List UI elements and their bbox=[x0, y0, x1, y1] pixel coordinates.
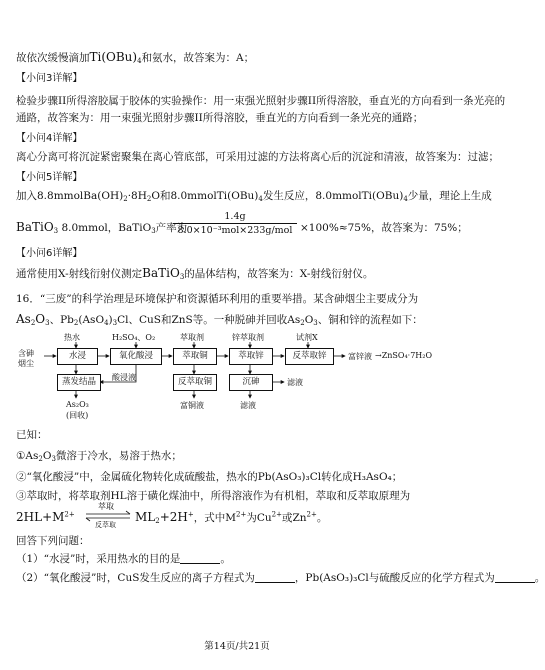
text-line-1: 故依次缓慢滴加$Ti(OBu)_4$和氨水，故答案为：A； bbox=[16, 50, 255, 65]
fraction-numerator: 1.4g bbox=[173, 211, 297, 224]
label-reagent-x: 试剂X bbox=[296, 333, 318, 342]
q3-line-1: 检验步骤II所得溶胶属于胶体的实验操作：用一束强光照射步骤II所得溶胶，垂直光的方向看到一条光亮的 bbox=[16, 95, 506, 107]
label-smoke-2: 烟尘 bbox=[18, 359, 34, 368]
label-extractant: 萃取剂 bbox=[180, 333, 204, 342]
label-acid-leach-liquid: 酸浸液 bbox=[112, 373, 136, 382]
answer-heading: 回答下列问题： bbox=[16, 535, 90, 547]
node-precip-as: 沉砷 bbox=[229, 374, 273, 391]
label-filtrate-2: 滤液 bbox=[240, 401, 256, 410]
known-1: $①As_2O_3$微溶于冷水，易溶于热水； bbox=[16, 450, 182, 463]
label-smoke-1: 含砷 bbox=[18, 349, 34, 358]
equation-right: $ML_2+2H^+$，式中$M^{2+}$为$Cu^{2+}$或$Zn^{2+}$。 bbox=[135, 510, 328, 525]
question-1: （1）“水浸”时，采用热水的目的是 。 bbox=[16, 553, 231, 565]
q5-line-2-tail: ×100%≈75%，故答案为：75%； bbox=[300, 222, 468, 234]
node-back-extract-cu: 反萃取铜 bbox=[173, 374, 217, 391]
node-extract-cu: 萃取铜 bbox=[173, 348, 217, 365]
equation-back-label: 反萃取 bbox=[95, 521, 116, 529]
label-recover: (回收) bbox=[66, 411, 89, 420]
q5-line-1: 加入$8.8mmolBa(OH)_2\cdot 8H_2O$和$8.0mmolTi(OBu)_4$发生反应，$8.0mmolTi(OBu)_4$少量，理论上生成 bbox=[16, 190, 492, 203]
equation-forward-label: 萃取 bbox=[98, 502, 114, 511]
label-rich-cu: 富铜液 bbox=[180, 401, 204, 410]
node-water-leach: 水浸 bbox=[57, 348, 98, 365]
q16-line-2: $As_2O_3$、$Pb_2(AsO_4)_3Cl$、CuS和ZnS等。一种脱砷并回收$As_2O_3$、铜和锌的流程如下： bbox=[16, 312, 423, 327]
page-footer: 第14页/共21页 bbox=[204, 641, 270, 652]
label-znso4-product: →ZnSO₄·7H₂O bbox=[375, 351, 433, 360]
equation-left: $2HL+M^{2+}$ bbox=[16, 510, 75, 524]
fraction-denominator: 8.0×10⁻³mol×233g/mol bbox=[177, 225, 293, 236]
node-oxid-leach: 氧化酸浸 bbox=[110, 348, 162, 365]
node-extract-zn: 萃取锌 bbox=[229, 348, 273, 365]
label-filtrate-1: 滤液 bbox=[287, 378, 303, 387]
node-evaporate: 蒸发结晶 bbox=[57, 374, 101, 391]
q4-line-1: 离心分离可将沉淀紧密聚集在离心管底部，可采用过滤的方法将离心后的沉淀和清液，故答案为：过滤； bbox=[16, 151, 499, 163]
known-3: ③萃取时，将萃取剂HL溶于磺化煤油中，所得溶液作为有机相，萃取和反萃取原理为 bbox=[16, 490, 411, 502]
answer-blank-2[interactable] bbox=[255, 572, 295, 583]
known-heading: 已知： bbox=[16, 429, 48, 441]
q3-line-2: 通路，故答案为：用一束强光照射步骤II所得溶胶，垂直光的方向看到一条光亮的通路； bbox=[16, 112, 424, 124]
label-zinc-extractant: 锌萃取剂 bbox=[232, 333, 264, 342]
q16-line-1: 16．“三废”的科学治理是环境保护和资源循环利用的重要举措。某含砷烟尘主要成分为 bbox=[16, 293, 419, 305]
label-rich-zn: 富锌液 bbox=[348, 352, 372, 361]
section-q5-heading: 【小问5详解】 bbox=[16, 172, 83, 183]
known-2: ②“氧化酸浸”中，金属硫化物转化成硫酸盐，热水的Pb(AsO₃)₃Cl转化成H₃AsO₄； bbox=[16, 471, 403, 483]
node-back-extract-zn: 反萃取锌 bbox=[285, 348, 334, 365]
q6-line-1: 通常使用X-射线衍射仪测定BaTiO$_3$的晶体结构，故答案为：X-射线衍射仪。 bbox=[16, 266, 374, 281]
section-q4-heading: 【小问4详解】 bbox=[16, 133, 83, 144]
answer-blank-1[interactable] bbox=[180, 553, 220, 564]
label-hot-water: 热水 bbox=[64, 333, 80, 342]
q5-line-2: BaTiO$_3$ 8.0mmol，BaTiO$_3$产率为 bbox=[16, 220, 188, 235]
section-q3-heading: 【小问3详解】 bbox=[16, 73, 83, 84]
answer-blank-3[interactable] bbox=[495, 572, 535, 583]
section-q6-heading: 【小问6详解】 bbox=[16, 248, 83, 259]
question-2: （2）“氧化酸浸”时，CuS发生反应的离子方程式为 ，Pb(AsO₃)₃Cl与硫酸反应的化学方程式为 。 bbox=[16, 572, 545, 584]
label-as2o3: As₂O₃ bbox=[66, 400, 89, 409]
label-h2so4-o2: H₂SO₄、O₂ bbox=[112, 333, 156, 342]
